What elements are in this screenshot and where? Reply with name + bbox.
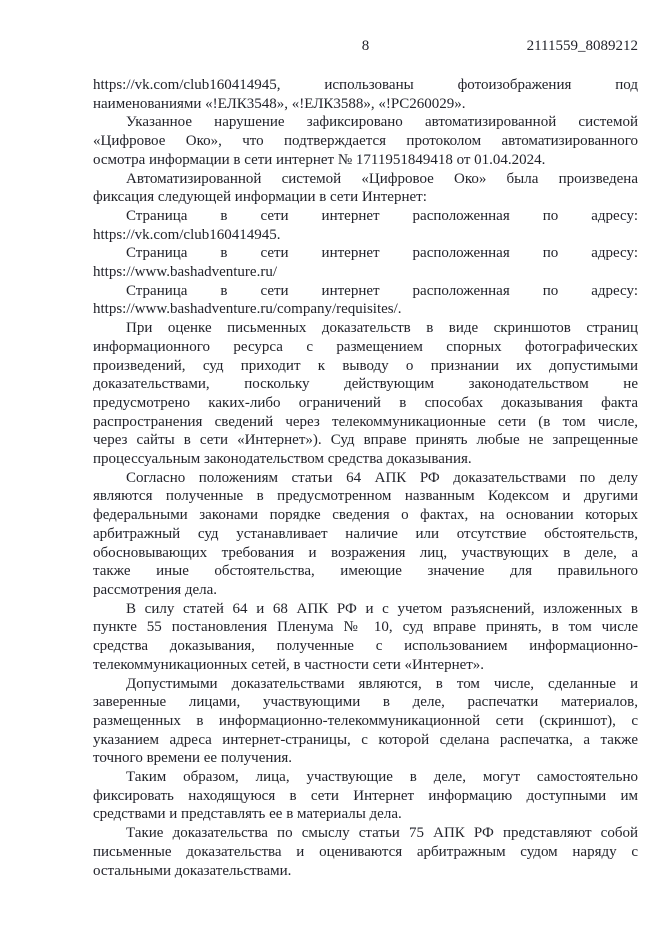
text-line: фиксация следующей информации в сети Интернет: — [93, 189, 427, 206]
text-line: средствами и представлять ее в материалы дела. — [93, 806, 402, 823]
text-line: пункте 55 постановления Пленума № 10, суд вправе принять, в том числе — [93, 619, 638, 636]
text-line: также иные обстоятельства, имеющие значение для правильного — [93, 563, 638, 580]
text-line: остальными доказательствами. — [93, 862, 292, 879]
text-line: распространения сведений через телекоммуникационные сети (в том числе, — [93, 413, 638, 430]
paragraph — [93, 170, 638, 207]
text-line: федеральными законами порядке сведения о фактах, на основании которых — [93, 507, 638, 524]
text-line: Допустимыми доказательствами являются, в том числе, сделанные и — [126, 675, 638, 692]
text-line: Таким образом, лица, участвующие в деле, могут самостоятельно — [126, 769, 638, 786]
text-line: Такие доказательства по смыслу статьи 75 АПК РФ представляют собой — [126, 825, 638, 842]
paragraph — [93, 76, 638, 113]
text-line: размещенных в информационно-телекоммуникационной сети (скриншот), с — [93, 712, 638, 729]
text-line: наименованиями «!ЕЛК3548», «!ЕЛК3588», «!PC260029». — [93, 95, 466, 112]
text-line: процессуальным законодательством средства доказывания. — [93, 451, 472, 468]
text-line: осмотра информации в сети интернет № 1711951849418 от 01.04.2024. — [93, 151, 546, 168]
text-line: доказательствами, поскольку действующим законодательством не — [93, 376, 638, 393]
text-line: https://www.bashadventure.ru/company/requisites/. — [93, 301, 402, 318]
text-line: телекоммуникационных сетей, в частности сети «Интернет». — [93, 656, 485, 673]
paragraph — [93, 207, 638, 244]
text-line: При оценке письменных доказательств в виде скриншотов страниц — [126, 320, 638, 337]
paragraph — [93, 244, 638, 281]
text-line: через сайты в сети «Интернет»). Суд вправе принять любые не запрещенные — [93, 432, 638, 449]
text-line: «Цифровое Око», что подтверждается протоколом автоматизированного — [93, 133, 638, 150]
paragraph — [93, 768, 638, 824]
text-line: точного времени ее получения. — [93, 750, 293, 767]
text-line: рассмотрения дела. — [93, 581, 218, 598]
text-line: указанием адреса интернет-страницы, с которой сделана распечатка, а также — [93, 731, 638, 748]
page-header — [93, 37, 638, 55]
text-line: Страница в сети интернет расположенная по адресу: — [126, 207, 638, 224]
text-line: информационного ресурса с размещением спорных фотографических — [93, 338, 638, 355]
paragraph — [93, 469, 638, 600]
document-number: 2111559_8089212 — [526, 38, 638, 54]
paragraph — [93, 600, 638, 675]
text-line: средства доказывания, полученные с использованием информационно- — [93, 638, 638, 655]
text-line: Указанное нарушение зафиксировано автоматизированной системой — [126, 114, 638, 131]
text-line: Согласно положениям статьи 64 АПК РФ доказательствами по делу — [126, 469, 638, 486]
text-line: заверенные лицами, участвующими в деле, распечатки материалов, — [93, 694, 638, 711]
paragraph — [93, 282, 638, 319]
text-line: https://www.bashadventure.ru/ — [93, 264, 277, 281]
paragraph — [93, 319, 638, 469]
text-line: Автоматизированной системой «Цифровое Око» была произведена — [126, 170, 638, 187]
text-line: https://vk.com/club160414945, использованы фотоизображения под — [93, 77, 638, 93]
text-line: В силу статей 64 и 68 АПК РФ и с учетом разъяснений, изложенных в — [126, 600, 638, 617]
text-line: https://vk.com/club160414945. — [93, 226, 281, 243]
text-line: фиксировать находящуюся в сети Интернет информацию доступными им — [93, 787, 638, 804]
text-line: являются полученные в предусмотренном названным Кодексом и другими — [93, 488, 638, 505]
text-line: обосновывающих требования и возражения лиц, участвующих в деле, а — [93, 544, 638, 561]
document-body — [93, 76, 638, 880]
text-line: Страница в сети интернет расположенная по адресу: — [126, 282, 638, 299]
paragraph — [93, 113, 638, 169]
paragraph — [93, 675, 638, 769]
text-line: произведений, суд приходит к выводу о признании их допустимыми — [93, 357, 638, 374]
text-line: Страница в сети интернет расположенная по адресу: — [126, 245, 638, 262]
text-line: предусмотрено каких-либо ограничений в способах доказывания факта — [93, 394, 638, 411]
text-line: арбитражный суд устанавливает наличие или отсутствие обстоятельств, — [93, 525, 638, 542]
page-number: 8 — [361, 38, 370, 54]
paragraph — [93, 824, 638, 880]
text-line: письменные доказательства и оцениваются арбитражным судом наряду с — [93, 843, 638, 860]
